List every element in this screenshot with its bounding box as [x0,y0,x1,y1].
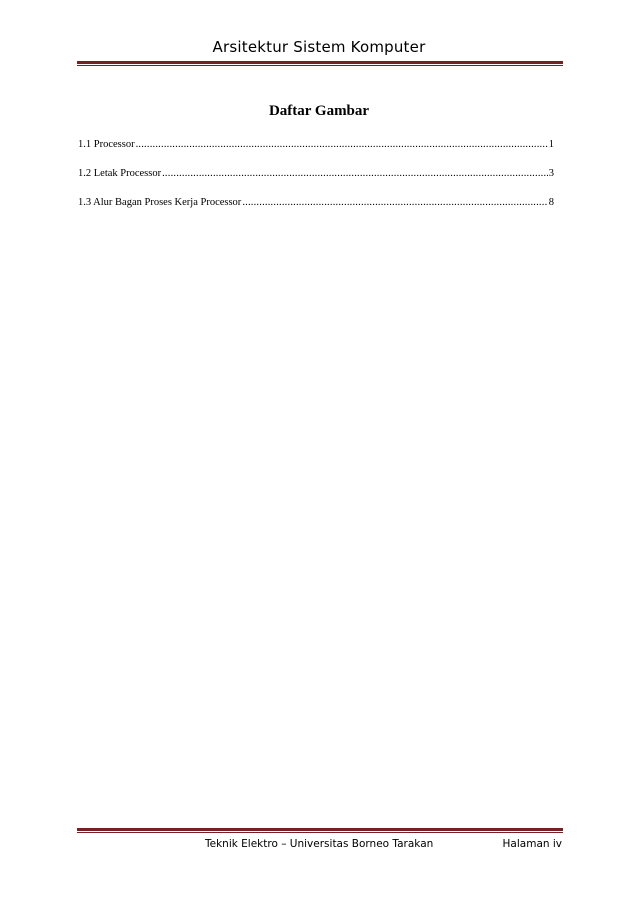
header-divider [77,61,563,66]
toc-entry-page: 1 [548,139,554,150]
footer-institution: Teknik Elektro – Universitas Borneo Tarakan [205,838,434,850]
toc-entry-page: 3 [548,168,554,179]
toc-entry[interactable] [78,168,554,180]
list-of-figures-heading: Daftar Gambar [268,103,370,119]
toc-entry-label: 1.3 Alur Bagan Proses Kerja Processor [78,197,242,208]
page-number: Halaman iv [502,838,562,850]
document-title: Arsitektur Sistem Komputer [212,38,426,56]
toc-entry-label: 1.1 Processor [78,139,135,150]
footer-divider [77,828,563,833]
dot-leader [136,139,548,150]
toc-entry-label: 1.2 Letak Processor [78,168,162,179]
toc-entry[interactable] [78,197,554,209]
dot-leader [242,197,547,208]
toc-entry[interactable] [78,139,554,151]
dot-leader [162,168,548,179]
toc-entry-page: 8 [548,197,554,208]
list-of-figures [78,139,554,226]
